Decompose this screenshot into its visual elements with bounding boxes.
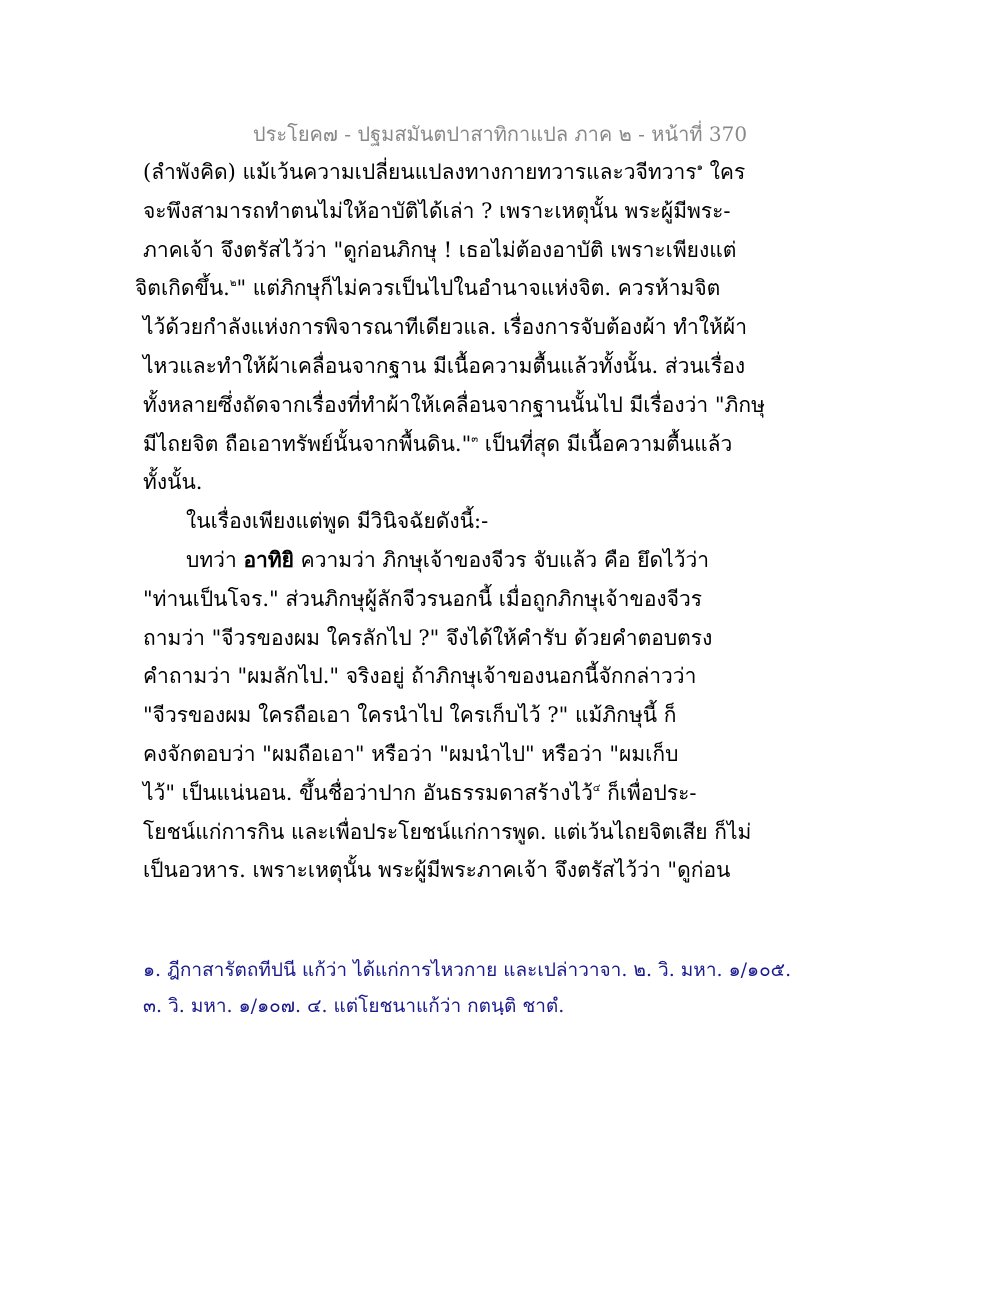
body-line-19: เป็นอวหาร. เพราะเหตุนั้น พระผู้มีพระภาคเจ้า จึงตรัสไว้ว่า "ดูก่อน bbox=[143, 858, 731, 883]
text-segment: บทว่า bbox=[186, 547, 244, 572]
text-segment: ก็เพื่อประ- bbox=[600, 780, 697, 805]
text-segment: ใคร bbox=[702, 160, 746, 184]
body-line-13: ถามว่า "จีวรของผม ใครลักไป ?" จึงได้ให้คำรับ ด้วยคำตอบตรง bbox=[143, 625, 713, 650]
body-line-4 bbox=[135, 269, 863, 308]
body-line-18: โยชน์แก่การกิน และเพื่อประโยชน์แก่การพูด. แต่เว้นไถยจิตเสีย ก็ไม่ bbox=[143, 819, 752, 844]
text-segment: จิตเกิดขึ้น. bbox=[135, 276, 230, 301]
paragraph-start-line bbox=[143, 541, 863, 580]
body-line-14: คำถามว่า "ผมลักไป." จริงอยู่ ถ้าภิกษุเจ้าของนอกนี้จักกล่าวว่า bbox=[143, 664, 697, 689]
running-header: ประโยค๗ - ปฐมสมันตปาสาทิกาแปล ภาค ๒ - หน้าที่ 370 bbox=[252, 122, 748, 146]
text-segment: (ลำพังคิด) แม้เว้นความเปลี่ยนแปลงทางกายทวารและวจีทวาร bbox=[143, 160, 697, 184]
text-segment: มีไถยจิต ถือเอาทรัพย์นั้นจากพื้นดิน." bbox=[143, 431, 472, 456]
footnotes bbox=[143, 952, 863, 1024]
body-line-16: คงจักตอบว่า "ผมถือเอา" หรือว่า "ผมนำไป" หรือว่า "ผมเก็บ bbox=[143, 741, 679, 766]
body-line-5: ไว้ด้วยกำลังแห่งการพิจารณาทีเดียวแล. เรื่องการจับต้องผ้า ทำให้ผ้า bbox=[143, 315, 747, 340]
footnote-ref-2: ๒ bbox=[229, 278, 237, 290]
footnote-ref-4: ๔ bbox=[592, 782, 601, 794]
headword-bold: อาทิยิ bbox=[243, 546, 294, 572]
body-line-9: ทั้งนั้น. bbox=[143, 470, 203, 495]
footnote-line-1: ๑. ฎีกาสารัตถทีปนี แก้ว่า ได้แก่การไหวกาย และเปล่าวาจา. ๒. วิ. มหา. ๑/๑๐๕. bbox=[143, 959, 792, 981]
text-segment: ความว่า ภิกษุเจ้าของจีวร จับแล้ว คือ ยึดไว้ว่า bbox=[294, 547, 710, 572]
footnote-ref-1: ๑ bbox=[696, 162, 703, 173]
body-line-7: ทั้งหลายซึ่งถัดจากเรื่องที่ทำผ้าให้เคลื่อนจากฐานนั้นไป มีเรื่องว่า "ภิกษุ bbox=[143, 392, 765, 417]
main-body-text bbox=[135, 153, 863, 890]
body-line-17 bbox=[143, 774, 863, 813]
text-segment: เป็นที่สุด มีเนื้อความตื้นแล้ว bbox=[478, 431, 733, 456]
text-segment: ไว้" เป็นแน่นอน. ขึ้นชื่อว่าปาก อันธรรมดาสร้างไว้ bbox=[143, 780, 593, 805]
footnote-ref-3: ๓ bbox=[471, 433, 479, 445]
body-line-3: ภาคเจ้า จึงตรัสไว้ว่า "ดูก่อนภิกษุ ! เธอไม่ต้องอาบัติ เพราะเพียงแต่ bbox=[143, 237, 737, 262]
body-line-8 bbox=[143, 425, 863, 464]
body-line-2: จะพึงสามารถทำตนไม่ให้อาบัติได้เล่า ? เพราะเหตุนั้น พระผู้มีพระ- bbox=[143, 198, 731, 223]
paragraph-start-line: ในเรื่องเพียงแต่พูด มีวินิจฉัยดังนี้:- bbox=[186, 509, 489, 534]
body-line-15: "จีวรของผม ใครถือเอา ใครนำไป ใครเก็บไว้ ?" แม้ภิกษุนี้ ก็ bbox=[143, 703, 677, 728]
footnote-line-2: ๓. วิ. มหา. ๑/๑๐๗. ๔. แต่โยชนาแก้ว่า กตนฺติ ชาตํ. bbox=[143, 995, 565, 1017]
body-line-6: ไหวและทำให้ผ้าเคลื่อนจากฐาน มีเนื้อความตื้นแล้วทั้งนั้น. ส่วนเรื่อง bbox=[143, 353, 746, 378]
body-line-12: "ท่านเป็นโจร." ส่วนภิกษุผู้ลักจีวรนอกนี้ เมื่อถูกภิกษุเจ้าของจีวร bbox=[143, 586, 703, 611]
body-line-1 bbox=[143, 153, 863, 192]
text-segment: " แต่ภิกษุก็ไม่ควรเป็นไปในอำนาจแห่งจิต. ควรห้ามจิต bbox=[236, 276, 721, 301]
